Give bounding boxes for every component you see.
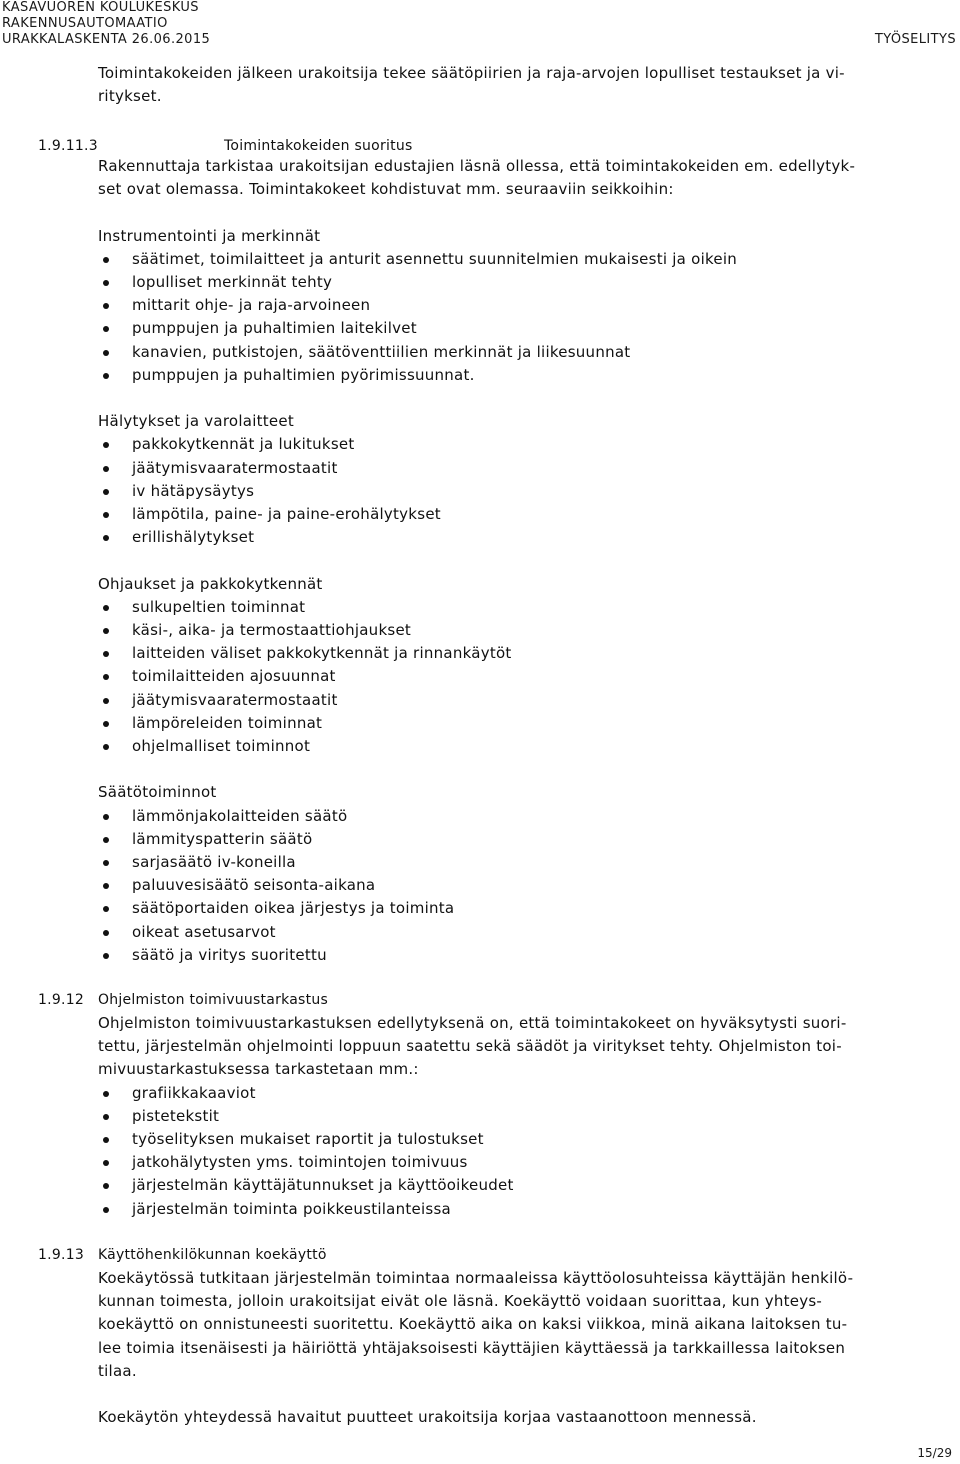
group-title-alarms: Hälytykset ja varolaitteet <box>98 412 294 431</box>
list-item: järjestelmän käyttäjätunnukset ja käyttöoikeudet <box>98 1174 956 1197</box>
section-paragraph-line: mivuustarkastuksessa tarkastetaan mm.: <box>98 1060 419 1079</box>
intro-line: Toimintakokeiden jälkeen urakoitsija tekee säätöpiirien ja raja-arvojen lopulliset testaukset ja vi- <box>98 64 845 82</box>
bullet-icon <box>103 1160 109 1166</box>
section-heading-1-9-13 <box>38 1245 327 1265</box>
section-paragraph-line: lee toimia itsenäisesti ja häiriöttä yhtäjaksoisesti käyttäjien käyttäessä ja tarkkaillessa laitoksen <box>98 1338 846 1357</box>
bullet-icon <box>103 906 109 912</box>
section-paragraph-line: koekäyttö on onnistuneesti suoritettu. Koekäyttö aika on kaksi viikkoa, minä aikana laitoksen tu- <box>98 1315 848 1334</box>
bullet-list-instrumentation <box>98 248 956 387</box>
group-title-regulation: Säätötoiminnot <box>98 783 217 802</box>
section-paragraph-line: Koekäytössä tutkitaan järjestelmän toimintaa normaaleissa käyttöolosuhteissa käyttäjän henkilö- <box>98 1269 854 1287</box>
list-item: sarjasäätö iv-koneilla <box>98 851 956 874</box>
section-number: 1.9.13 <box>38 1247 85 1263</box>
bullet-icon <box>103 744 109 750</box>
section-paragraph-line: tilaa. <box>98 1361 137 1380</box>
list-item: sulkupeltien toiminnat <box>98 596 956 619</box>
list-item: lämmityspatterin säätö <box>98 828 956 851</box>
list-item: työselityksen mukaiset raportit ja tulostukset <box>98 1128 956 1151</box>
section-title: Toimintakokeiden suoritus <box>224 138 413 154</box>
group-title-controls: Ohjaukset ja pakkokytkennät <box>98 574 323 593</box>
list-item: pumppujen ja puhaltimien pyörimissuunnat. <box>98 364 956 387</box>
list-item: säätö ja viritys suoritettu <box>98 944 956 967</box>
list-item: lämpöreleiden toiminnat <box>98 712 956 735</box>
list-item: lämpötila, paine- ja paine-erohälytykset <box>98 503 956 526</box>
group-title-instrumentation: Instrumentointi ja merkinnät <box>98 226 321 245</box>
bullet-icon <box>103 257 109 263</box>
bullet-icon <box>103 350 109 356</box>
list-item: pumppujen ja puhaltimien laitekilvet <box>98 317 956 340</box>
list-item: lopulliset merkinnät tehty <box>98 271 956 294</box>
bullet-list-alarms <box>98 433 956 549</box>
section-paragraph-line: kunnan toimesta, jolloin urakoitsijat eivät ole läsnä. Koekäyttö voidaan suorittaa, kun yhteys- <box>98 1292 823 1311</box>
bullet-icon <box>103 883 109 889</box>
list-item: toimilaitteiden ajosuunnat <box>98 665 956 688</box>
list-item: erillishälytykset <box>98 526 956 549</box>
section-heading-1-9-11-3 <box>38 136 413 156</box>
header-department: RAKENNUSAUTOMAATIO <box>2 16 168 31</box>
list-item: iv hätäpysäytys <box>98 480 956 503</box>
list-item: jäätymisvaaratermostaatit <box>98 689 956 712</box>
list-item: pakkokytkennät ja lukitukset <box>98 433 956 456</box>
bullet-icon <box>103 326 109 332</box>
section-number: 1.9.12 <box>38 992 85 1008</box>
bullet-list-software-check <box>98 1082 956 1221</box>
bullet-icon <box>103 1183 109 1189</box>
section-title: Ohjelmiston toimivuustarkastus <box>98 992 328 1008</box>
bullet-icon <box>103 280 109 286</box>
list-item: oikeat asetusarvot <box>98 921 956 944</box>
section-paragraph-line: tettu, järjestelmän ohjelmointi loppuun saatettu sekä säädöt ja viritykset tehty. Ohjelmiston toi- <box>98 1037 842 1056</box>
bullet-icon <box>103 442 109 448</box>
list-item: käsi-, aika- ja termostaattiohjaukset <box>98 619 956 642</box>
section-number: 1.9.11.3 <box>38 138 98 154</box>
bullet-icon <box>103 1137 109 1143</box>
list-item: grafiikkakaaviot <box>98 1082 956 1105</box>
list-item: säätimet, toimilaitteet ja anturit asennettu suunnitelmien mukaisesti ja oikein <box>98 248 956 271</box>
list-item: jatkohälytysten yms. toimintojen toimivuus <box>98 1151 956 1174</box>
bullet-icon <box>103 1114 109 1120</box>
header-document-type: TYÖSELITYS <box>874 32 956 47</box>
bullet-icon <box>103 373 109 379</box>
bullet-icon <box>103 930 109 936</box>
bullet-list-regulation <box>98 805 956 967</box>
list-item: laitteiden väliset pakkokytkennät ja rinnankäytöt <box>98 642 956 665</box>
section-paragraph-line: set ovat olemassa. Toimintakokeet kohdistuvat mm. seuraaviin seikkoihin: <box>98 180 674 199</box>
list-item: säätöportaiden oikea järjestys ja toiminta <box>98 897 956 920</box>
section-body-1-9-12 <box>98 1012 956 1221</box>
page-number: 15/29 <box>917 1446 952 1460</box>
bullet-icon <box>103 814 109 820</box>
bullet-icon <box>103 651 109 657</box>
bullet-icon <box>103 512 109 518</box>
bullet-icon <box>103 605 109 611</box>
section-paragraph-line: Ohjelmiston toimivuustarkastuksen edellytyksenä on, että toimintakokeet on hyväksytysti suori- <box>98 1014 847 1032</box>
list-item: mittarit ohje- ja raja-arvoineen <box>98 294 956 317</box>
intro-line: ritykset. <box>98 87 162 106</box>
list-item: ohjelmalliset toiminnot <box>98 735 956 758</box>
bullet-icon <box>103 721 109 727</box>
bullet-icon <box>103 466 109 472</box>
section-paragraph-line: Rakennuttaja tarkistaa urakoitsijan edustajien läsnä ollessa, että toimintakokeiden em. edellytyk- <box>98 157 856 175</box>
bullet-icon <box>103 953 109 959</box>
bullet-icon <box>103 535 109 541</box>
bullet-icon <box>103 1091 109 1097</box>
section-title: Käyttöhenkilökunnan koekäyttö <box>98 1247 327 1263</box>
list-item: järjestelmän toiminta poikkeustilanteissa <box>98 1198 956 1221</box>
page-header <box>0 0 960 48</box>
header-organization: KASAVUOREN KOULUKESKUS <box>2 0 199 15</box>
bullet-icon <box>103 489 109 495</box>
section-heading-1-9-12 <box>38 990 328 1010</box>
bullet-icon <box>103 303 109 309</box>
intro-paragraph <box>98 62 956 108</box>
list-item: pistetekstit <box>98 1105 956 1128</box>
section-body-1-9-11-3 <box>98 155 956 967</box>
bullet-icon <box>103 628 109 634</box>
bullet-icon <box>103 674 109 680</box>
bullet-list-controls <box>98 596 956 758</box>
bullet-icon <box>103 1207 109 1213</box>
list-item: lämmönjakolaitteiden säätö <box>98 805 956 828</box>
list-item: paluuvesisäätö seisonta-aikana <box>98 874 956 897</box>
list-item: jäätymisvaaratermostaatit <box>98 457 956 480</box>
bullet-icon <box>103 837 109 843</box>
list-item: kanavien, putkistojen, säätöventtiilien merkinnät ja liikesuunnat <box>98 341 956 364</box>
section-body-1-9-13 <box>98 1267 956 1429</box>
bullet-icon <box>103 698 109 704</box>
section-paragraph: Koekäytön yhteydessä havaitut puutteet urakoitsija korjaa vastaanottoon mennessä. <box>98 1408 757 1427</box>
bullet-icon <box>103 860 109 866</box>
header-document-date: URAKKALASKENTA 26.06.2015 <box>2 32 211 47</box>
